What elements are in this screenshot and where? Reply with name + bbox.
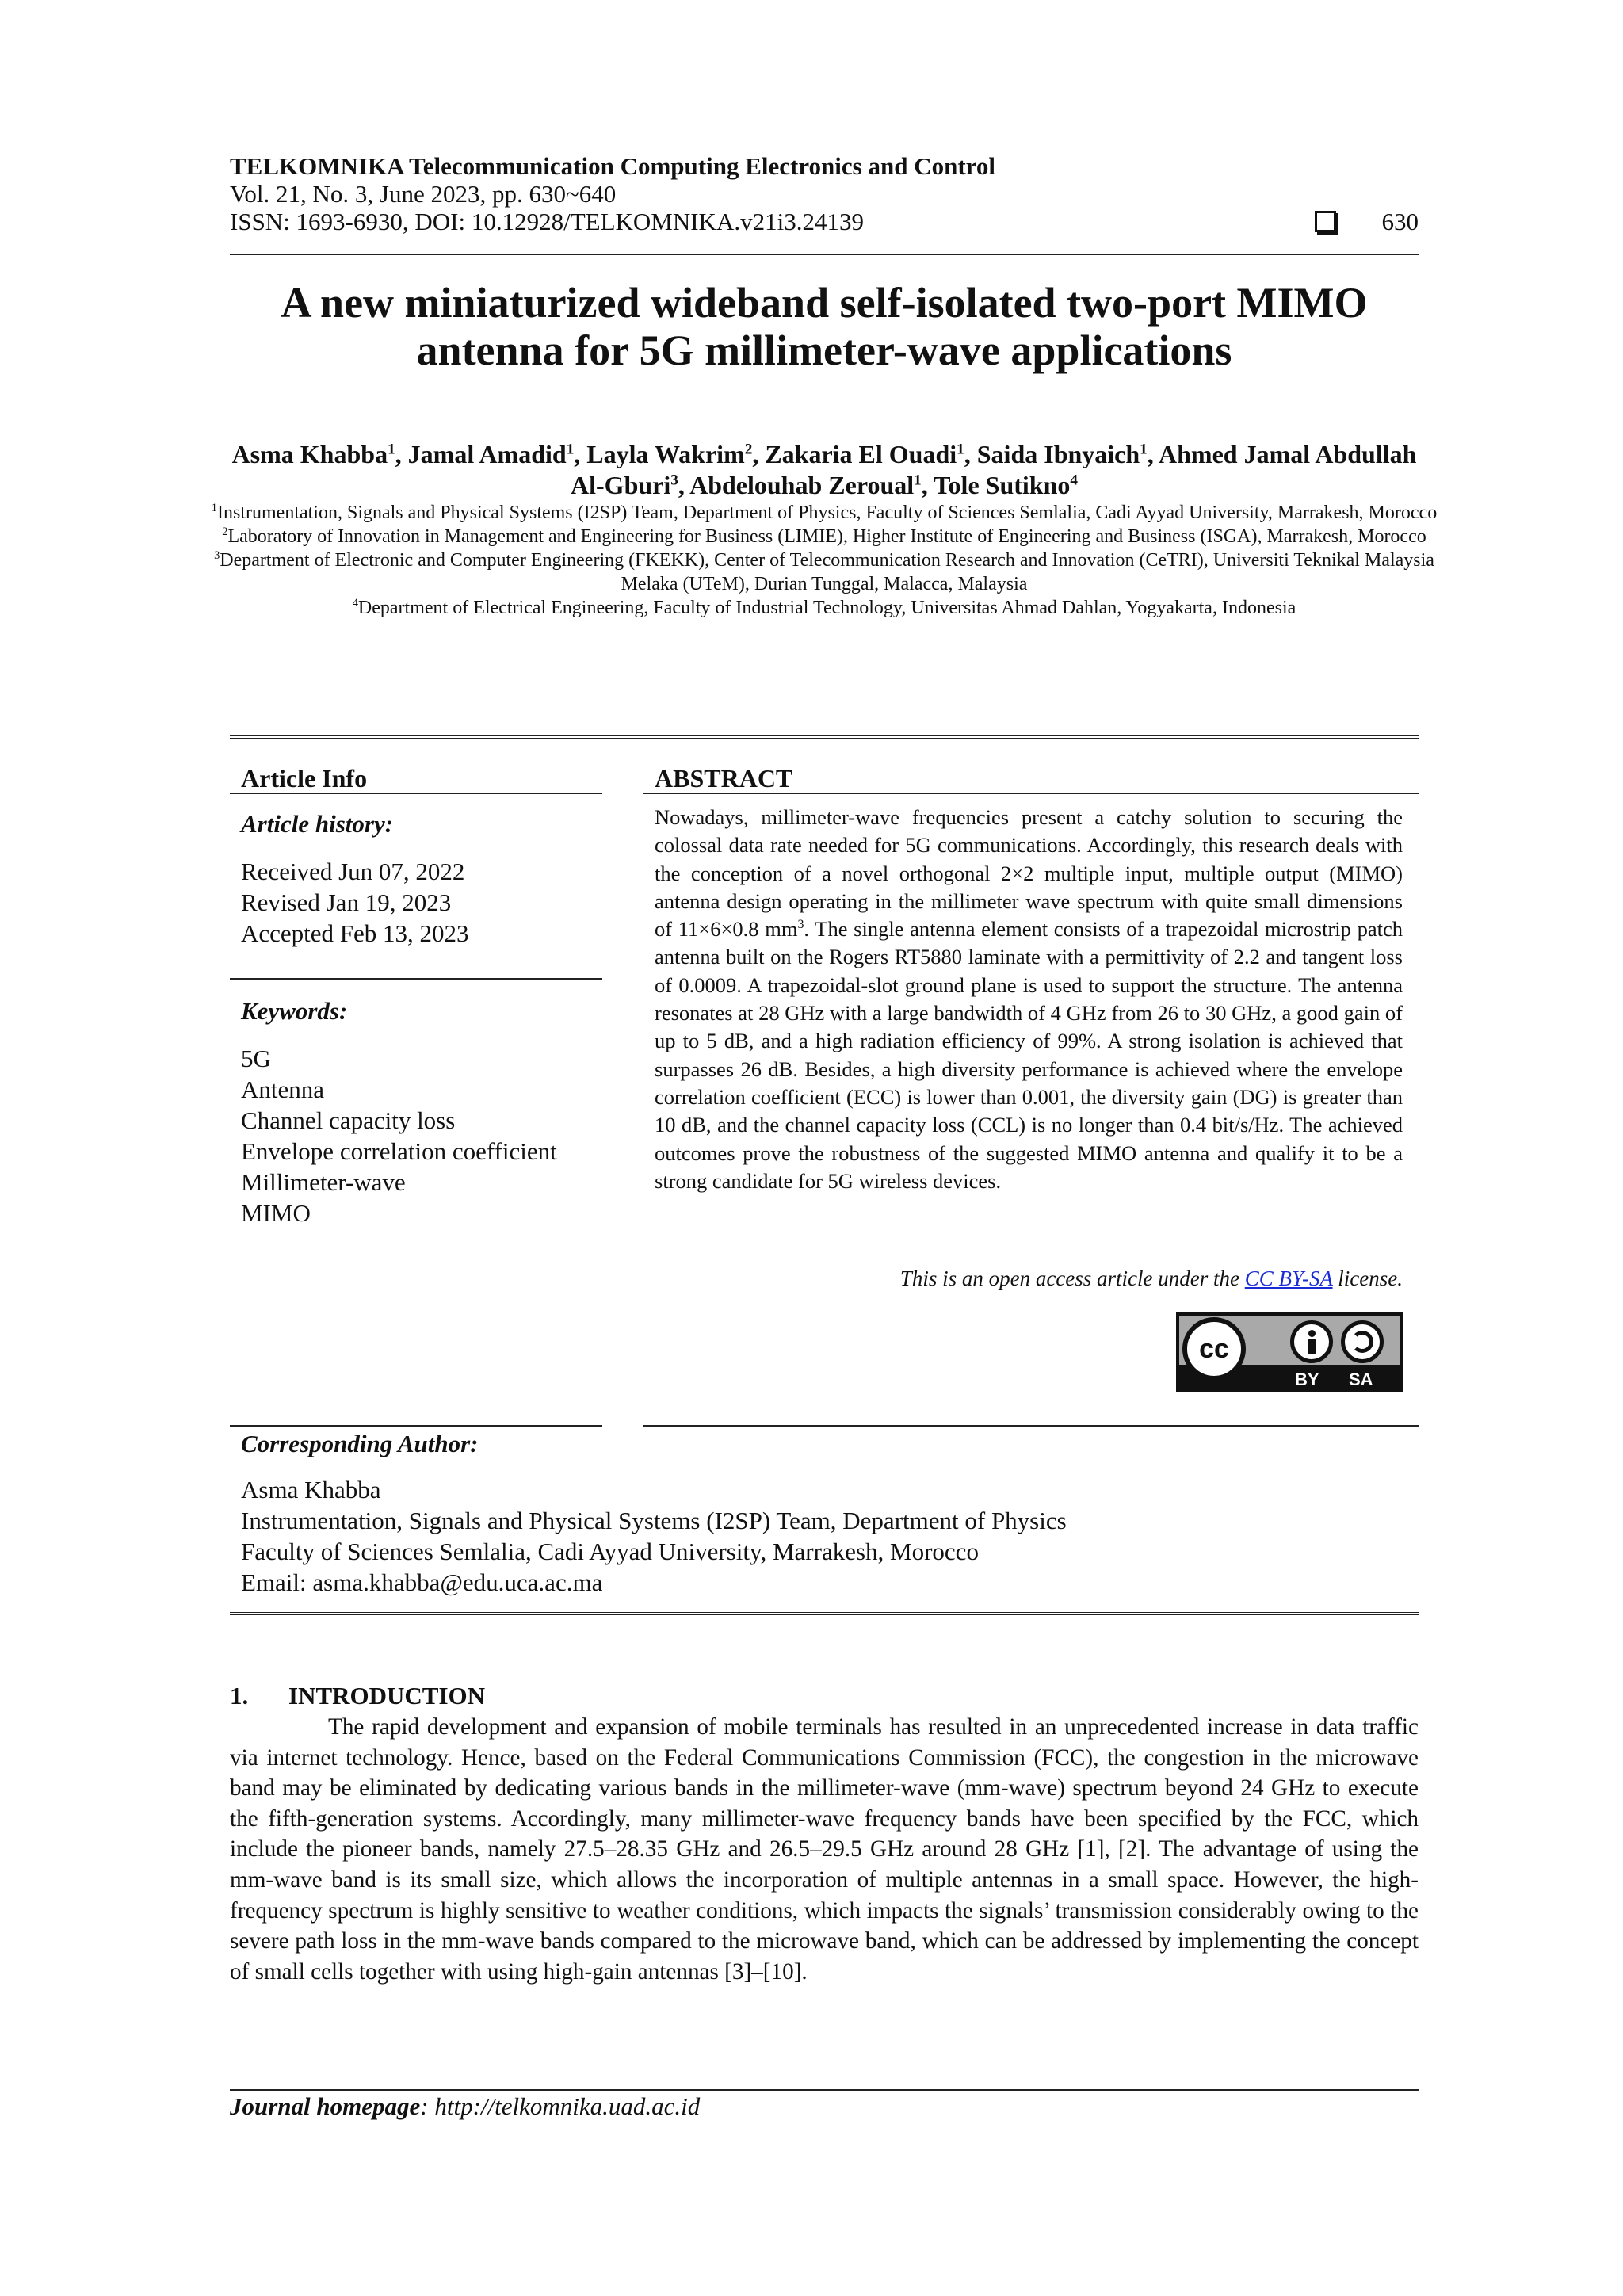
share-alike-icon <box>1341 1320 1384 1363</box>
author-separator: , <box>395 440 408 468</box>
author-name: Saida Ibnyaich <box>976 440 1140 468</box>
affiliation <box>206 525 1442 548</box>
keyword-item: MIMO <box>241 1199 311 1227</box>
author-name: Layla Wakrim <box>586 440 745 468</box>
author-separator: , <box>921 471 934 499</box>
issn-doi: ISSN: 1693-6930, DOI: 10.12928/TELKOMNIKA.v21i3.24139 <box>230 208 864 235</box>
affiliation-text: Laboratory of Innovation in Management and Engineering for Business (LIMIE), Higher Institute of Engineering and Business (ISGA), Marrakesh, Morocco <box>227 526 1426 547</box>
history-item: Revised Jan 19, 2023 <box>241 888 452 916</box>
info-box-top-rule <box>230 735 1419 739</box>
abstract-superscript: 3 <box>797 918 804 932</box>
history-item: Received Jun 07, 2022 <box>241 858 465 885</box>
keyword-item: Antenna <box>241 1075 325 1103</box>
abstract-part1: Nowadays, millimeter-wave frequencies present a catchy solution to securing the colossal data rate needed for 5G communications. Accordingly, this research deals with the conception of a novel orthogonal 2×2 multiple input, multiple output (MIMO) antenna design operating in the millimeter wave spectrum with quite small dimensions of 11×6×0.8 mm <box>655 805 1403 942</box>
affiliation-mark: 2 <box>222 525 228 538</box>
section-title: INTRODUCTION <box>288 1682 486 1710</box>
history-heading: Article history: <box>241 810 394 838</box>
article-info-heading: Article Info <box>241 764 368 793</box>
corresponding-details <box>241 1474 1067 1598</box>
footer-label: Journal homepage <box>230 2092 421 2120</box>
share-alike-arc <box>1351 1331 1373 1353</box>
affiliation-mark: 3 <box>214 549 220 562</box>
history-list <box>241 856 469 949</box>
author-list <box>214 439 1434 501</box>
author-affiliation-mark: 2 <box>744 441 753 458</box>
license-link[interactable]: CC BY-SA <box>1244 1266 1333 1290</box>
author-affiliation-mark: 1 <box>388 441 395 458</box>
license-prefix: This is an open access article under the <box>899 1266 1245 1290</box>
section-number: 1. <box>230 1682 249 1710</box>
footer-url[interactable]: : http://telkomnika.uad.ac.id <box>420 2092 701 2120</box>
affiliation-text: Department of Electrical Engineering, Faculty of Industrial Technology, Universitas Ahmad Dahlan, Yogyakarta, Indonesia <box>357 598 1296 618</box>
author-name: Asma Khabba <box>231 440 388 468</box>
history-item: Accepted Feb 13, 2023 <box>241 919 469 947</box>
footer-rule <box>230 2089 1419 2091</box>
affiliation-mark: 1 <box>211 502 217 514</box>
author-affiliation-mark: 3 <box>670 472 678 489</box>
volume-info: Vol. 21, No. 3, June 2023, pp. 630~640 <box>230 180 617 208</box>
corresponding-line: Email: asma.khabba@edu.uca.ac.ma <box>241 1568 603 1596</box>
info-box-bottom-rule <box>230 1612 1419 1615</box>
affiliation-list <box>206 501 1442 620</box>
by-label: BY <box>1295 1370 1319 1389</box>
affiliation <box>206 501 1442 525</box>
keywords-rule <box>230 978 602 980</box>
header-rule <box>230 254 1419 255</box>
author-separator: , <box>964 440 977 468</box>
author-affiliation-mark: 1 <box>914 472 922 489</box>
affiliation-mark: 4 <box>352 597 358 609</box>
abstract-text <box>655 804 1403 1195</box>
license-suffix: license. <box>1332 1266 1403 1290</box>
corresponding-heading: Corresponding Author: <box>241 1430 479 1457</box>
author-separator: , <box>574 440 587 468</box>
cc-by-sa-badge[interactable] <box>1176 1312 1403 1392</box>
author-separator: , <box>678 471 690 499</box>
person-body <box>1308 1339 1316 1354</box>
corresponding-line: Asma Khabba <box>241 1476 381 1503</box>
abstract-part2: . The single antenna element consists of a trapezoidal microstrip patch antenna built on the Rogers RT5880 laminate with a permittivity of 2.2 and tangent loss of 0.0009. A trapezoidal-slot ground plane is used to support the structure. The antenna resonates at 28 GHz with a large bandwidth of 4 GHz from 26 to 30 GHz, a good gain of up to 5 dB, and a high radiation efficiency of 99%. A strong isolation is achieved that surpasses 26 dB. Besides, a high diversity performance is achieved where the envelope correlation coefficient (ECC) is lower than 0.001, the diversity gain (DG) is greater than 10 dB, and the channel capacity loss (CCL) is no longer than 0.4 bit/s/Hz. The achieved outcomes prove the robustness of the suggested MIMO antenna and qualify it to be a strong candidate for 5G wireless devices. <box>655 917 1403 1193</box>
author-name: Jamal Amadid <box>407 440 567 468</box>
keyword-item: 5G <box>241 1045 271 1072</box>
author-name: Abdelouhab Zeroual <box>689 471 915 499</box>
title-line: antenna for 5G millimeter-wave applications <box>416 327 1232 374</box>
affiliation <box>206 548 1442 596</box>
keywords-heading: Keywords: <box>241 997 348 1025</box>
affiliation-text: Instrumentation, Signals and Physical Systems (I2SP) Team, Department of Physics, Faculty of Sciences Semlalia, Cadi Ayyad University, Marrakesh, Morocco <box>217 502 1438 523</box>
author-name: Zakaria El Ouadi <box>765 440 957 468</box>
section-heading <box>230 1682 485 1710</box>
affiliation <box>206 596 1442 620</box>
keyword-item: Millimeter-wave <box>241 1168 406 1196</box>
abstract-rule <box>643 793 1419 794</box>
author-name: Tole Sutikno <box>934 471 1071 499</box>
sa-label: SA <box>1349 1370 1373 1389</box>
title-line: A new miniaturized wideband self-isolated two-port MIMO <box>281 279 1368 327</box>
keyword-item: Envelope correlation coefficient <box>241 1137 557 1165</box>
page-number: 630 <box>1381 208 1419 235</box>
corresponding-line: Instrumentation, Signals and Physical Systems (I2SP) Team, Department of Physics <box>241 1507 1067 1534</box>
author-affiliation-mark: 4 <box>1070 472 1078 489</box>
author-affiliation-mark: 1 <box>957 441 964 458</box>
author-separator: , <box>752 440 766 468</box>
left-bottom-rule <box>230 1425 602 1427</box>
page-footer <box>230 2092 700 2121</box>
intro-paragraph: The rapid development and expansion of mobile terminals has resulted in an unprecedented increase in data traffic via internet technology. Hence, based on the Federal Communications Commission (FCC), the congestion in the microwave band may be eliminated by dedicating various bands in the millimeter-wave (mm-wave) spectrum beyond 24 GHz to execute the fifth-generation systems. Accordingly, many millimeter-wave frequency bands have been specified by the FCC, which include the pioneer bands, namely 27.5–28.35 GHz and 26.5–29.5 GHz around 28 GHz [1], [2]. The advantage of using the mm-wave band is its small size, which allows the incorporation of multiple antennas in a small space. However, the high-frequency spectrum is highly sensitive to weather conditions, which impacts the signals’ transmission considerably owing to the severe path loss in the mm-wave bands compared to the microwave band, which can be addressed by implementing the concept of small cells together with using high-gain antennas [3]–[10]. <box>230 1714 1419 1985</box>
running-header <box>230 152 1419 235</box>
square-bullet-icon <box>1315 211 1336 232</box>
affiliation-text: Department of Electronic and Computer Engineering (FKEKK), Center of Telecommunication Research and Innovation (CeTRI), Universiti Teknikal Malaysia Melaka (UTeM), Durian Tunggal, Malacca, Malaysia <box>220 550 1434 594</box>
author-name: Ahmed Jamal Abdullah Al-Gburi <box>571 440 1417 499</box>
license-statement <box>655 1266 1403 1291</box>
abstract-heading: ABSTRACT <box>655 764 793 793</box>
paper-title <box>174 279 1474 374</box>
author-affiliation-mark: 1 <box>1140 441 1148 458</box>
cc-icon <box>1182 1317 1246 1381</box>
author-separator: , <box>1147 440 1159 468</box>
attribution-icon <box>1290 1320 1333 1363</box>
corresponding-line: Faculty of Sciences Semlalia, Cadi Ayyad University, Marrakesh, Morocco <box>241 1538 979 1565</box>
cc-logo-text: cc <box>1199 1334 1229 1364</box>
keywords-list <box>241 1043 557 1228</box>
article-info-rule <box>230 793 602 794</box>
right-bottom-rule <box>643 1425 1419 1427</box>
keyword-item: Channel capacity loss <box>241 1106 456 1134</box>
person-head <box>1308 1330 1316 1337</box>
author-affiliation-mark: 1 <box>566 441 575 458</box>
journal-name: TELKOMNIKA Telecommunication Computing Electronics and Control <box>230 152 995 180</box>
